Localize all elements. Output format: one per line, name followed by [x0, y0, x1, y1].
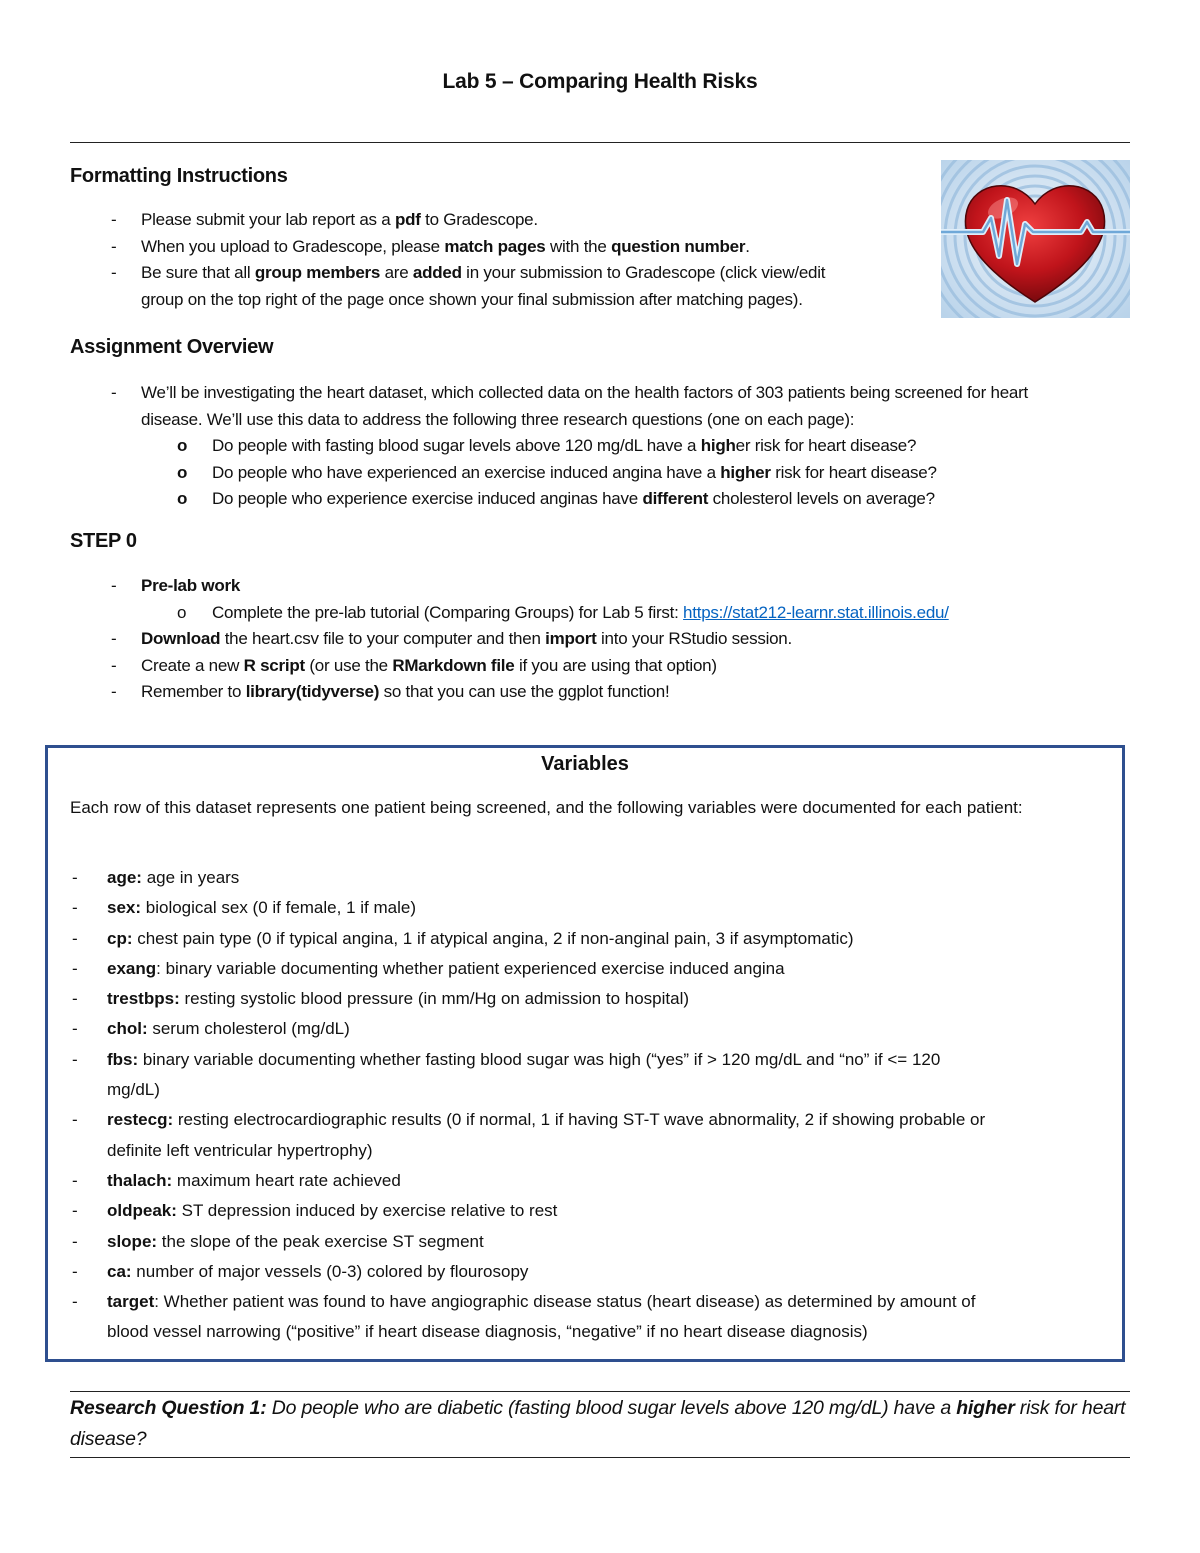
text-run: er risk for heart disease?: [735, 436, 917, 455]
text-run: Create a new: [141, 655, 244, 675]
text-run: so that you can use the ggplot function!: [379, 682, 670, 701]
bold-text: high: [700, 436, 736, 455]
variable-item-age: - age: age in years: [72, 868, 240, 887]
variable-item-thalach: - thalach: maximum heart rate achieved: [72, 1170, 401, 1190]
bold-text: RMarkdown file: [392, 655, 515, 675]
bold-text: different: [642, 489, 709, 508]
overview-list: [70, 380, 1130, 513]
text-run: are: [380, 263, 413, 282]
text-run: the heart.csv file to your computer and then: [220, 629, 546, 648]
page-title: Lab 5 – Comparing Health Risks: [442, 70, 758, 93]
text-run: We’ll be investigating the heart dataset, which collected data on the health factors of 303 patients being screened for heart: [141, 383, 1029, 402]
text-run: in your submission to Gradescope (click view/edit: [461, 263, 826, 282]
bold-text: Pre-lab work: [141, 576, 241, 595]
text-run: Remember to: [141, 682, 246, 701]
step0-item: - Remember to library(tidyverse) so that you can use the ggplot function!: [111, 682, 670, 701]
bold-text: slope:: [107, 1231, 158, 1251]
bold-text: pdf: [394, 210, 421, 229]
bold-text: oldpeak:: [107, 1201, 177, 1221]
variables-intro: Each row of this dataset represents one patient being screened, and the following variables were documented for each patient:: [70, 798, 1023, 817]
bold-text: fbs:: [107, 1049, 139, 1069]
text-run: with the: [545, 236, 612, 256]
formatting-item: - Be sure that all group members are added in your submission to Gradescope (click view/edit: [111, 263, 826, 282]
research-question-top-rule: [70, 1391, 1130, 1392]
text-run: age in years: [141, 868, 240, 887]
text-run: : binary variable documenting whether patient experienced exercise induced angina: [156, 958, 785, 978]
bold-text: R script: [243, 655, 305, 675]
step0-list: [70, 573, 1130, 706]
text-run: chest pain type (0 if typical angina, 1 if atypical angina, 2 if non-anginal pain, 3 if asymptomatic): [132, 928, 854, 948]
bold-text: Download: [141, 629, 221, 648]
text-run: risk for heart disease?: [70, 1397, 1126, 1450]
text-run: resting systolic blood pressure (in mm/Hg on admission to hospital): [179, 989, 690, 1009]
heart-ecg-image: [941, 160, 1130, 318]
research-question-1: [70, 1393, 1130, 1455]
text-run: ST depression induced by exercise relative to rest: [176, 1201, 558, 1221]
step0-item: - Pre-lab work: [111, 576, 241, 595]
bold-text: cp:: [107, 928, 133, 948]
text-run: serum cholesterol (mg/dL): [147, 1019, 350, 1039]
research-question-bottom-rule: [70, 1457, 1130, 1458]
tutorial-link[interactable]: https://stat212-learnr.stat.illinois.edu/: [683, 602, 949, 622]
step0-item: - Create a new R script (or use the RMarkdown file if you are using that option): [111, 655, 717, 675]
variables-box: [45, 745, 1125, 1362]
bold-text: sex:: [107, 898, 142, 918]
text-run: mg/dL): [107, 1080, 160, 1100]
text-run: When you upload to Gradescope, please: [141, 236, 445, 256]
variable-item-exang: - exang: binary variable documenting whether patient experienced exercise induced angina: [72, 958, 785, 978]
research-question-subitem: o Do people who have experienced an exercise induced angina have a higher risk for heart disease?: [177, 462, 937, 482]
text-run: Do people who are diabetic (fasting blood sugar levels above 120 mg/dL) have a: [266, 1397, 957, 1419]
bold-text: exang: [107, 958, 157, 978]
title-divider: [70, 142, 1130, 143]
variable-item-chol: - chol: serum cholesterol (mg/dL): [72, 1019, 350, 1039]
bold-text: Research Question 1:: [70, 1397, 267, 1419]
text-run: Do people who experience exercise induced anginas have: [212, 489, 643, 508]
text-run: risk for heart disease?: [770, 462, 937, 482]
text-run: Please submit your lab report as a: [141, 210, 395, 229]
text-run: Do people who have experienced an exercise induced angina have a: [212, 462, 721, 482]
variable-item-oldpeak: - oldpeak: ST depression induced by exercise relative to rest: [72, 1201, 558, 1221]
bold-text: thalach:: [107, 1170, 173, 1190]
research-question-subitem: o Do people with fasting blood sugar levels above 120 mg/dL have a higher risk for heart disease?: [177, 436, 917, 455]
formatting-item: - Please submit your lab report as a pdf to Gradescope.: [111, 210, 538, 229]
bold-text: trestbps:: [107, 989, 180, 1009]
overview-heading: Assignment Overview: [70, 336, 274, 358]
formatting-item: - When you upload to Gradescope, please match pages with the question number.: [111, 236, 750, 256]
step0-heading: STEP 0: [70, 530, 137, 552]
bold-text: age:: [107, 868, 142, 887]
overview-item: - We’ll be investigating the heart dataset, which collected data on the health factors of 303 patients being screened for heart: [111, 383, 1029, 402]
text-run: resting electrocardiographic results (0 if normal, 1 if having ST-T wave abnormality, 2 if showing probable or: [173, 1110, 986, 1130]
step0-item: - Download the heart.csv file to your computer and then import into your RStudio session.: [111, 629, 792, 648]
text-run: the slope of the peak exercise ST segment: [157, 1231, 484, 1251]
text-run: into your RStudio session.: [596, 629, 792, 648]
bold-text: target: [107, 1292, 155, 1312]
bold-text: match pages: [444, 236, 546, 256]
text-run: disease. We’ll use this data to address the following three research questions (one on each page):: [141, 409, 855, 429]
bold-text: question number: [611, 236, 746, 256]
variable-item-fbs: - fbs: binary variable documenting whether fasting blood sugar was high (“yes” if > 120 mg/dL and “no” if <= 120: [72, 1049, 941, 1069]
variable-item-target-continued: [70, 1317, 1128, 1347]
research-question-subitem: o Do people who experience exercise induced anginas have different cholesterol levels on average?: [177, 489, 935, 508]
text-run: : Whether patient was found to have angiographic disease status (heart disease) as determined by amount of: [154, 1292, 976, 1312]
step0-subitem: o Complete the pre-lab tutorial (Comparing Groups) for Lab 5 first: https://stat212-learnr.stat.illinois.edu/: [177, 602, 949, 622]
bold-text: ca:: [107, 1261, 132, 1281]
bold-text: import: [545, 629, 597, 648]
bold-text: library(tidyverse): [245, 682, 380, 701]
variable-item-ca: - ca: number of major vessels (0-3) colored by flourosopy: [72, 1261, 529, 1281]
text-run: cholesterol levels on average?: [708, 489, 935, 508]
bold-text: restecg:: [107, 1110, 174, 1130]
bold-text: higher: [956, 1397, 1015, 1419]
variable-item-slope: - slope: the slope of the peak exercise ST segment: [72, 1231, 484, 1251]
text-run: blood vessel narrowing (“positive” if heart disease diagnosis, “negative” if no heart disease diagnosis): [107, 1322, 868, 1342]
text-run: binary variable documenting whether fasting blood sugar was high (“yes” if > 120 mg/dL and “no” if <= 120: [138, 1049, 941, 1069]
text-run: Complete the pre-lab tutorial (Comparing Groups) for Lab 5 first:: [212, 602, 684, 622]
bold-text: group members: [254, 263, 381, 282]
variable-item-fbs-continued: [70, 1075, 1128, 1105]
bold-text: higher: [720, 462, 771, 482]
text-run: definite left ventricular hypertrophy): [107, 1140, 373, 1160]
text-run: biological sex (0 if female, 1 if male): [141, 898, 416, 918]
bold-text: chol:: [107, 1019, 148, 1039]
bold-text: added: [412, 263, 462, 282]
variable-item-sex: - sex: biological sex (0 if female, 1 if male): [72, 898, 416, 918]
text-run: to Gradescope.: [420, 210, 538, 229]
variable-item-trestbps: - trestbps: resting systolic blood pressure (in mm/Hg on admission to hospital): [72, 989, 690, 1009]
variable-item-restecg-continued: [70, 1136, 1128, 1166]
formatting-heading: Formatting Instructions: [70, 165, 288, 187]
text-run: if you are using that option): [514, 655, 717, 675]
variable-item-restecg: - restecg: resting electrocardiographic results (0 if normal, 1 if having ST-T wave abnormality, 2 if showing probable or: [72, 1110, 986, 1130]
overview-item-continued: [70, 407, 1130, 434]
variable-item-cp: - cp: chest pain type (0 if typical angina, 1 if atypical angina, 2 if non-anginal pain, 3 if asymptomatic): [72, 928, 854, 948]
variables-list: [70, 863, 1128, 1348]
variables-title: Variables: [541, 753, 629, 775]
text-run: maximum heart rate achieved: [172, 1170, 401, 1190]
text-run: .: [745, 236, 750, 256]
variable-item-target: - target: Whether patient was found to have angiographic disease status (heart disease) as determined by amount of: [72, 1292, 976, 1312]
text-run: group on the top right of the page once shown your final submission after matching pages).: [141, 289, 803, 309]
text-run: (or use the: [304, 655, 393, 675]
text-run: number of major vessels (0-3) colored by flourosopy: [131, 1261, 529, 1281]
text-run: Do people with fasting blood sugar levels above 120 mg/dL have a: [212, 436, 701, 455]
text-run: Be sure that all: [141, 263, 255, 282]
